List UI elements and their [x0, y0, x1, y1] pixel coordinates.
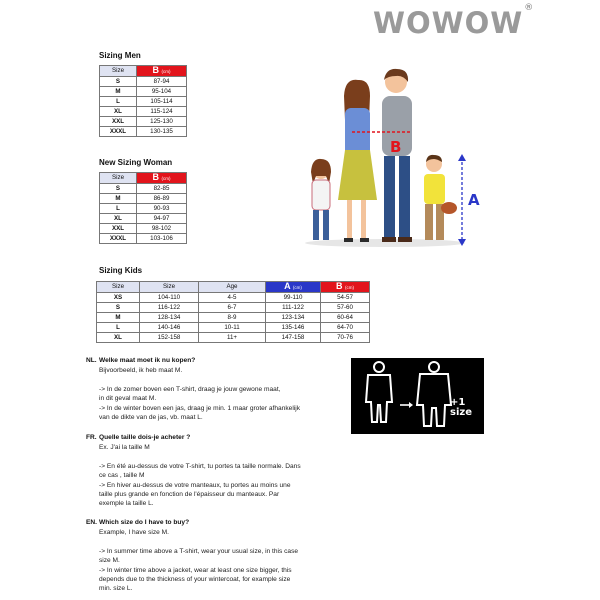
value-cell: 99-110 — [266, 293, 321, 303]
answer-fr: Ex. J'ai la taille M -> En été au-dessus de votre T-shirt, tu portes ta taille normale. Dans ce cas , taille M -> En hiver au-dessus de votre manteaux, tu portes au moins une taille plus grande en fonction de l'épaisseur du manteaux. Par exemple la taille L. — [99, 444, 301, 508]
table-row — [100, 214, 187, 224]
table-row — [100, 127, 187, 137]
size-label-cell: XXXL — [100, 234, 137, 244]
answer-en: Example, I have size M. -> In summer time above a T-shirt, wear your usual size, in this case size M. -> In winter time above a jacket, wear at least one size bigger, this depends due to the thickness of your wintercoat, for example size min. size L. — [99, 529, 299, 593]
question-en: Which size do I have to buy? — [99, 519, 190, 526]
table-row — [100, 117, 187, 127]
kids-b-header: B (cm) — [321, 282, 370, 293]
table-row — [100, 184, 187, 194]
answer-nl: Bijvoorbeeld, ik heb maat M. -> In de zomer boven een T-shirt, draag je jouw gewone maat, in dit geval maat M. -> In de winter boven een jas, draag je min. 1 maar groter afhankelijk van de dikte van de jas, vb. maat L. — [99, 367, 301, 422]
value-cell: 4-5 — [199, 293, 266, 303]
size-label-cell: L — [100, 97, 137, 107]
kids-age-header: Age — [199, 282, 266, 293]
size-label-cell: L — [97, 323, 140, 333]
value-cell: 54-57 — [321, 293, 370, 303]
table-row — [100, 77, 187, 87]
size-up-pictogram — [351, 358, 484, 434]
men-b-header: B (cm) — [137, 66, 187, 77]
value-cell: 128-134 — [140, 313, 199, 323]
value-cell: 152-158 — [140, 333, 199, 343]
size-label-cell: XXL — [100, 117, 137, 127]
brand-name: WOWOW — [373, 6, 524, 40]
women-size-header: Size — [100, 173, 137, 184]
value-cell: 64-70 — [321, 323, 370, 333]
value-cell: 147-158 — [266, 333, 321, 343]
boy-shirt — [424, 174, 445, 204]
value-cell: 87-94 — [137, 77, 187, 87]
table-row — [100, 194, 187, 204]
table-row — [100, 87, 187, 97]
table-row — [100, 107, 187, 117]
value-cell: 103-106 — [137, 234, 187, 244]
men-title: Sizing Men — [99, 51, 141, 60]
question-fr: Quelle taille dois-je acheter ? — [99, 434, 191, 441]
lang-nl: NL. — [86, 357, 97, 364]
brand-logo — [373, 3, 535, 40]
value-cell: 95-104 — [137, 87, 187, 97]
kids-size2-header: Size — [140, 282, 199, 293]
size-label-cell: XXL — [100, 224, 137, 234]
woman-skirt — [338, 150, 377, 200]
size-label-cell: M — [97, 313, 140, 323]
table-row — [100, 204, 187, 214]
value-cell: 57-60 — [321, 303, 370, 313]
size-label-cell: XL — [100, 107, 137, 117]
figure-b-label: B — [390, 138, 402, 156]
size-label-cell: XS — [97, 293, 140, 303]
question-nl: Welke maat moet ik nu kopen? — [99, 357, 196, 364]
women-b-header: B (cm) — [137, 173, 187, 184]
value-cell: 140-146 — [140, 323, 199, 333]
value-cell: 70-76 — [321, 333, 370, 343]
family-illustration — [300, 60, 500, 250]
value-cell: 130-135 — [137, 127, 187, 137]
table-row — [97, 333, 370, 343]
value-cell: 135-146 — [266, 323, 321, 333]
kids-a-header: A (cm) — [266, 282, 321, 293]
plus-one-size-label — [450, 398, 472, 418]
value-cell: 98-102 — [137, 224, 187, 234]
men-size-table — [99, 65, 187, 137]
value-cell: 105-114 — [137, 97, 187, 107]
layering-icon — [351, 358, 484, 434]
value-cell: 6-7 — [199, 303, 266, 313]
value-cell: 116-122 — [140, 303, 199, 313]
lang-en: EN. — [86, 519, 97, 526]
size-label-cell: L — [100, 204, 137, 214]
rugby-ball — [441, 202, 457, 214]
registered-mark: ® — [524, 3, 535, 14]
value-cell: 115-124 — [137, 107, 187, 117]
size-label-cell: S — [100, 77, 137, 87]
size-label-cell: S — [100, 184, 137, 194]
figure-a-label: A — [468, 191, 480, 209]
table-row — [97, 313, 370, 323]
value-cell: 8-9 — [199, 313, 266, 323]
men-size-header: Size — [100, 66, 137, 77]
value-cell: 123-134 — [266, 313, 321, 323]
kids-title: Sizing Kids — [99, 266, 143, 275]
value-cell: 60-64 — [321, 313, 370, 323]
value-cell: 86-89 — [137, 194, 187, 204]
table-row — [100, 234, 187, 244]
value-cell: 111-122 — [266, 303, 321, 313]
women-size-table — [99, 172, 187, 244]
size-label-cell: XL — [100, 214, 137, 224]
size-label-cell: M — [100, 87, 137, 97]
value-cell: 125-130 — [137, 117, 187, 127]
plus-one-text: +1 — [450, 397, 466, 408]
table-row — [100, 224, 187, 234]
kids-size-header: Size — [97, 282, 140, 293]
size-label-cell: XXXL — [100, 127, 137, 137]
value-cell: 94-97 — [137, 214, 187, 224]
size-label-cell: M — [100, 194, 137, 204]
size-label-cell: XL — [97, 333, 140, 343]
lang-fr: FR. — [86, 434, 97, 441]
value-cell: 82-85 — [137, 184, 187, 194]
value-cell: 10-11 — [199, 323, 266, 333]
table-row — [100, 97, 187, 107]
size-label-cell: S — [97, 303, 140, 313]
table-row — [97, 293, 370, 303]
table-row — [97, 323, 370, 333]
kids-size-table — [96, 281, 370, 343]
women-title: New Sizing Woman — [99, 158, 173, 167]
value-cell: 11+ — [199, 333, 266, 343]
size-text: size — [450, 407, 472, 418]
table-row — [97, 303, 370, 313]
value-cell: 104-110 — [140, 293, 199, 303]
value-cell: 90-93 — [137, 204, 187, 214]
